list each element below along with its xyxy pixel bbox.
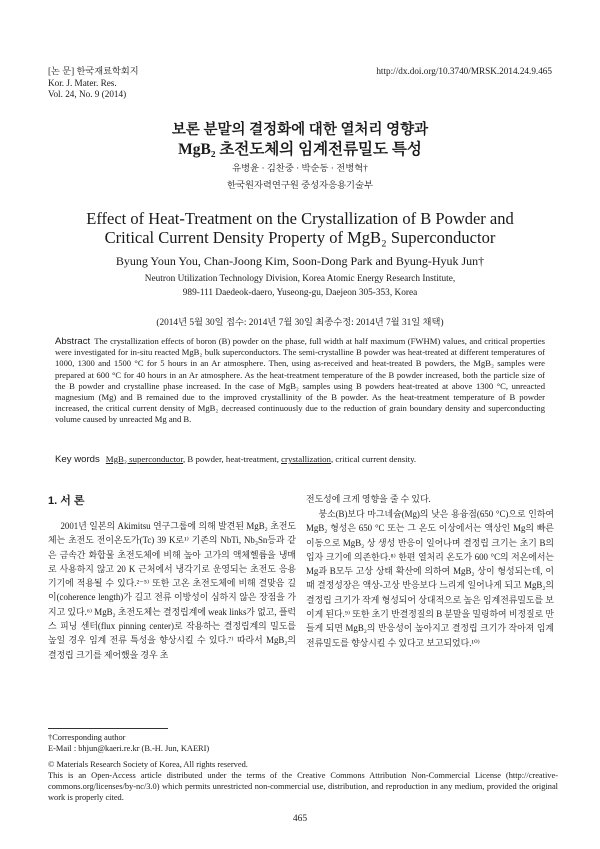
abstract (55, 336, 545, 426)
english-authors: Byung Youn You, Chan-Joong Kim, Soon-Dong Park and Byung-Hyuk Jun† (115, 254, 485, 268)
keywords (55, 453, 545, 466)
korean-authors: 유병윤 · 김찬중 · 박순동 · 전병혁† (232, 164, 368, 174)
korean-title-line2: MgB₂ 초전도체의 임계전류밀도 특성 (178, 141, 422, 158)
license-notice: This is an Open-Access article distributed under the terms of the Creative Commons Attribution Non-Commercial License (http://creative-commons.org/licenses/by-nc/3.0) which permits unrestricted non-commercial use, distribution, and reproduction in any medium, provided the original work is properly cited. (48, 771, 558, 802)
author-email: E-Mail : bhjun@kaeri.re.kr (B.-H. Jun, KAERI) (48, 744, 210, 753)
section-heading-introduction: 1. 서 론 (48, 495, 85, 507)
keywords-middle: , B powder, heat-treatment, (183, 454, 282, 464)
footnote (48, 732, 558, 803)
received-dates: (2014년 5월 30일 접수: 2014년 7월 30일 최종수정: 2014년 7월 31일 채택) (156, 318, 444, 328)
keyword-mgb2: MgB₂ superconductor (105, 454, 184, 464)
journal-name-en: Kor. J. Mater. Res. (48, 77, 117, 88)
left-column-paragraph: 2001년 일본의 Akimitsu 연구그룹에 의해 발견된 MgB₂ 초전도체는 초전도 전이온도가(Tc) 39 K로¹⁾ 기존의 NbTi, Nb₃Sn등과 같은 금속간 화합물 초전도체에 비해 높아 고가의 액체헬륨을 냉매로 사용하지 않고 20 K 근처에서 냉각기로 운영되는 초전도 응용기기에 적용될 수 있다.²⁻⁵⁾ 또한 고온 초전도체에 비해 결맞음 길이(coherence length)가 길고 전류 이방성이 심하지 않은 장점을 가지고 있다.⁶⁾ MgB₂ 초전도체는 결정립계에 weak links가 없고, 플럭스 피닝 센터(flux pinning center)로 작용하는 결정립계의 밀도를 높일 경우 임계 전류 특성을 향상시킬 수 있다.⁷⁾ 따라서 MgB₂의 결정립 크기를 제어했을 경우 초 (48, 521, 296, 660)
keywords-label: Key words (55, 454, 100, 465)
right-column-paragraph: 붕소(B)보다 마그네슘(Mg)의 낮은 용융점(650 °C)으로 인하여 MgB₂ 형성은 650 °C 또는 그 온도 이상에서는 액상인 Mg의 빠른 이동으로 MgB₂ 상 생성 반응이 일어나며 결정립 크기는 초기 B의 입자 크기에 의존한다.⁸⁾ 한편 열처리 온도가 600 °C의 저온에서는 Mg과 B모두 고상 상태 확산에 의하여 MgB₂ 상이 형성되는데, 이때 결정성장은 액상-고상 반응보다 느리게 일어나게 되고 MgB₂의 결정립 크기가 작게 형성되어 상대적으로 높은 임계전류밀도를 보이게 된다.⁹⁾ 또한 초기 반결정질의 B 분말을 밀링하여 비정질로 만들게 되면 MgB₂의 반응성이 높아지고 결정립 크기가 작아져 임계전류밀도를 향상시킬 수 있다고 보고되었다.¹⁰⁾ (306, 509, 554, 648)
abstract-text: The crystallization effects of boron (B) powder on the phase, full width at half maximum (FWHM) values, and critical properties were investigated for in-situ reacted MgB₂ bulk superconductors. The semi-crystalline B powder was heat-treated at different temperatures of 1000, 1300 and 1500 °C for 5 hours in an Ar atmosphere. Then, using as-received and heat-treated B powders, the MgB₂ samples were prepared at 600 °C for 40 hours in an Ar atmosphere. As the heat-treatment temperature of the B powder increased, both the particle size of the B powder and crystalline phase increased. In the case of MgB₂ samples using B powders heat-treated at above 1300 °C, unreacted magnesium (Mg) and B remained due to the improved crystallinity of the B powder. As the heat-treatment temperature of B powder increased, the critical current density of MgB₂ decreased continuously due to the reduction of grain boundary density and superconducting volume caused by unreacted Mg and B. (55, 336, 545, 425)
keyword-crystallization: crystallization (281, 454, 331, 464)
keywords-end: , critical current density. (330, 454, 417, 464)
english-title-line2: Critical Current Density Property of MgB₂ Superconductor (104, 228, 496, 247)
english-affiliation-line1: Neutron Utilization Technology Division, Korea Atomic Energy Research Institute, (144, 274, 456, 284)
journal-name-kr: [논 문] 한국재료학회지 (48, 66, 139, 76)
abstract-label: Abstract (55, 336, 91, 347)
english-title-line1: Effect of Heat-Treatment on the Crystallization of B Powder and (86, 209, 514, 228)
right-column-continuation: 전도성에 크게 영향을 줄 수 있다. (306, 494, 431, 504)
doi-link[interactable]: http://dx.doi.org/10.3740/MRSK.2014.24.9.465 (376, 66, 552, 76)
corresponding-author: †Corresponding author (48, 733, 126, 742)
korean-affiliation: 한국원자력연구원 중성자응용기술부 (226, 181, 374, 191)
page-number: 465 (292, 814, 308, 824)
footnote-divider (48, 728, 168, 729)
korean-title-line1: 보론 분말의 결정화에 대한 열처리 영향과 (171, 122, 429, 138)
journal-volume: Vol. 24, No. 9 (2014) (48, 89, 127, 99)
journal-header (48, 66, 139, 101)
english-affiliation-line2: 989-111 Daedeok-daero, Yuseong-gu, Daejeon 305-353, Korea (182, 288, 418, 298)
copyright-notice: © Materials Research Society of Korea, All rights reserved. (48, 760, 248, 769)
